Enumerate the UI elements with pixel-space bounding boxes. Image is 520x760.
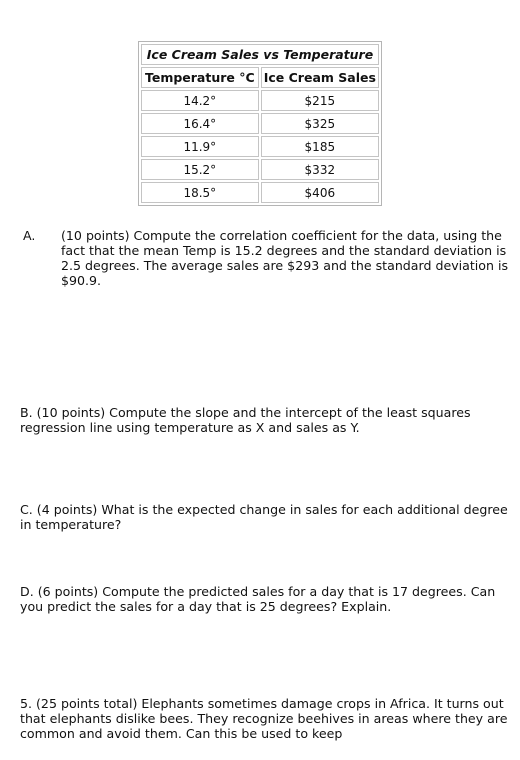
temperature-cell: 14.2° <box>141 90 259 111</box>
sales-cell: $185 <box>261 136 379 157</box>
column-header-temperature: Temperature °C <box>141 67 259 88</box>
ice-cream-sales-table <box>138 41 382 206</box>
table-row <box>141 136 379 157</box>
temperature-cell: 16.4° <box>141 113 259 134</box>
sales-cell: $332 <box>261 159 379 180</box>
table-row <box>141 182 379 203</box>
temperature-cell: 11.9° <box>141 136 259 157</box>
sales-cell: $406 <box>261 182 379 203</box>
table-row <box>141 113 379 134</box>
table-title-row <box>141 44 379 65</box>
sales-cell: $215 <box>261 90 379 111</box>
question-c-text: C. (4 points) What is the expected change in sales for each additional degree in temperature? <box>20 502 508 532</box>
question-b-text: B. (10 points) Compute the slope and the intercept of the least squares regression line using temperature as X and sales as Y. <box>20 405 471 435</box>
column-header-sales: Ice Cream Sales <box>261 67 379 88</box>
table-header-row <box>141 67 379 88</box>
temperature-cell: 15.2° <box>141 159 259 180</box>
question-a-text: (10 points) Compute the correlation coefficient for the data, using the fact that the mean Temp is 15.2 degrees and the standard deviation is 2.5 degrees. The average sales are $293 and the standard deviation is $90.9. <box>61 228 509 288</box>
table-row <box>141 159 379 180</box>
question-5-text: 5. (25 points total) Elephants sometimes damage crops in Africa. It turns out that elephants dislike bees. They recognize beehives in areas where they are common and avoid them. Can this be used to keep <box>20 696 508 741</box>
question-a-label: A. <box>23 228 36 243</box>
table-row <box>141 90 379 111</box>
question-a <box>23 228 512 288</box>
data-table-container <box>138 41 382 206</box>
question-d-text: D. (6 points) Compute the predicted sales for a day that is 17 degrees. Can you predict the sales for a day that is 25 degrees? Explain. <box>20 584 496 614</box>
temperature-cell: 18.5° <box>141 182 259 203</box>
table-title: Ice Cream Sales vs Temperature <box>141 44 379 65</box>
sales-cell: $325 <box>261 113 379 134</box>
